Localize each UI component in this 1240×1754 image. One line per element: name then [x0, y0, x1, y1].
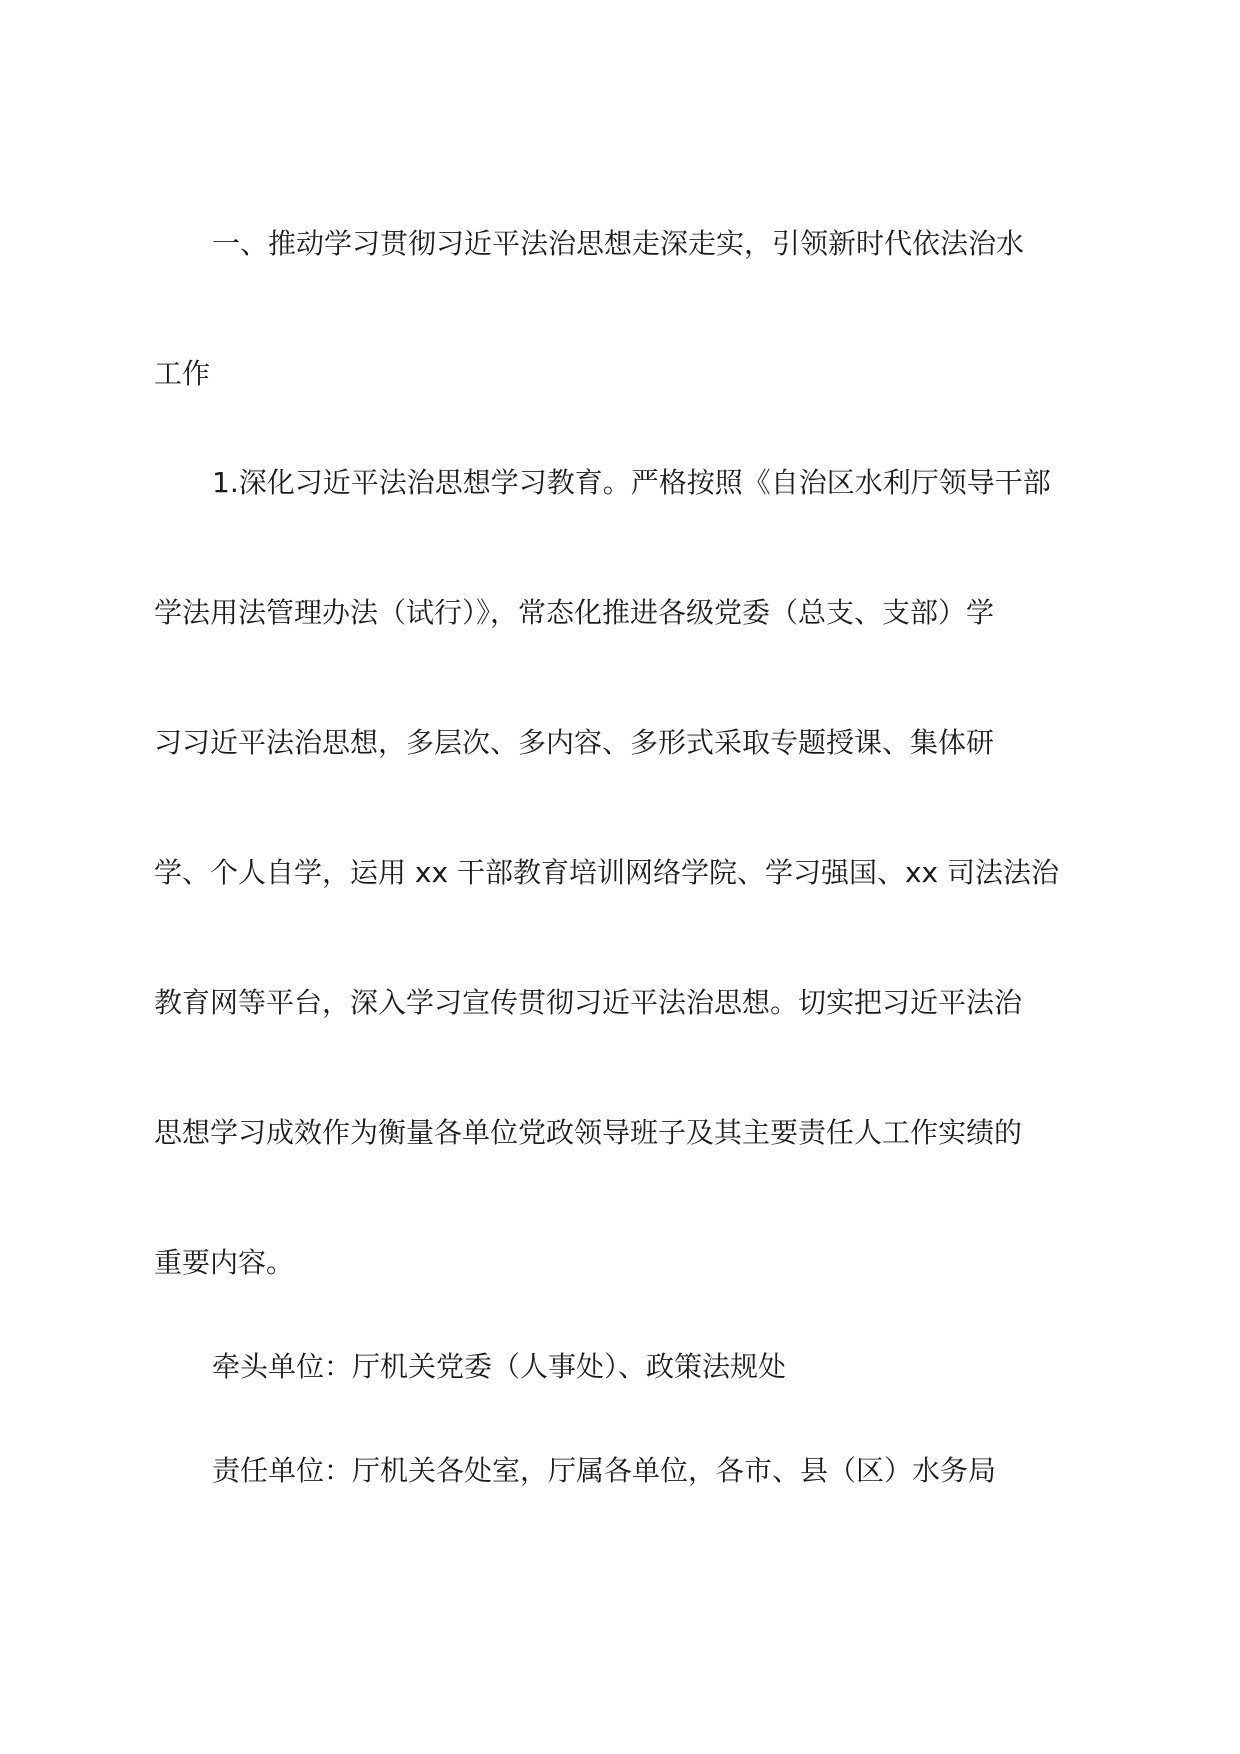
- paragraph-line-1: 1.深化习近平法治思想学习教育。严格按照《自治区水利厅领导干部: [212, 466, 1051, 499]
- paragraph-line-7: 重要内容。: [154, 1246, 295, 1279]
- responsible-unit-line: 责任单位：厅机关各处室，厅属各单位，各市、县（区）水务局: [212, 1454, 997, 1487]
- lead-unit-line: 牵头单位：厅机关党委（人事处）、政策法规处: [212, 1350, 787, 1383]
- paragraph-line-4: 学、个人自学，运用 xx 干部教育培训网络学院、学习强国、xx 司法法治: [154, 856, 1059, 889]
- section-heading-line-1: 一、推动学习贯彻习近平法治思想走深走实，引领新时代依法治水: [212, 227, 1025, 260]
- paragraph-line-2: 学法用法管理办法（试行）》，常态化推进各级党委（总支、支部）学: [154, 596, 995, 629]
- paragraph-line-5: 教育网等平台，深入学习宣传贯彻习近平法治思想。切实把习近平法治: [154, 986, 1023, 1019]
- paragraph-line-6: 思想学习成效作为衡量各单位党政领导班子及其主要责任人工作实绩的: [154, 1116, 1023, 1149]
- section-heading-line-2: 工作: [154, 357, 211, 390]
- paragraph-line-3: 习习近平法治思想，多层次、多内容、多形式采取专题授课、集体研: [154, 726, 995, 759]
